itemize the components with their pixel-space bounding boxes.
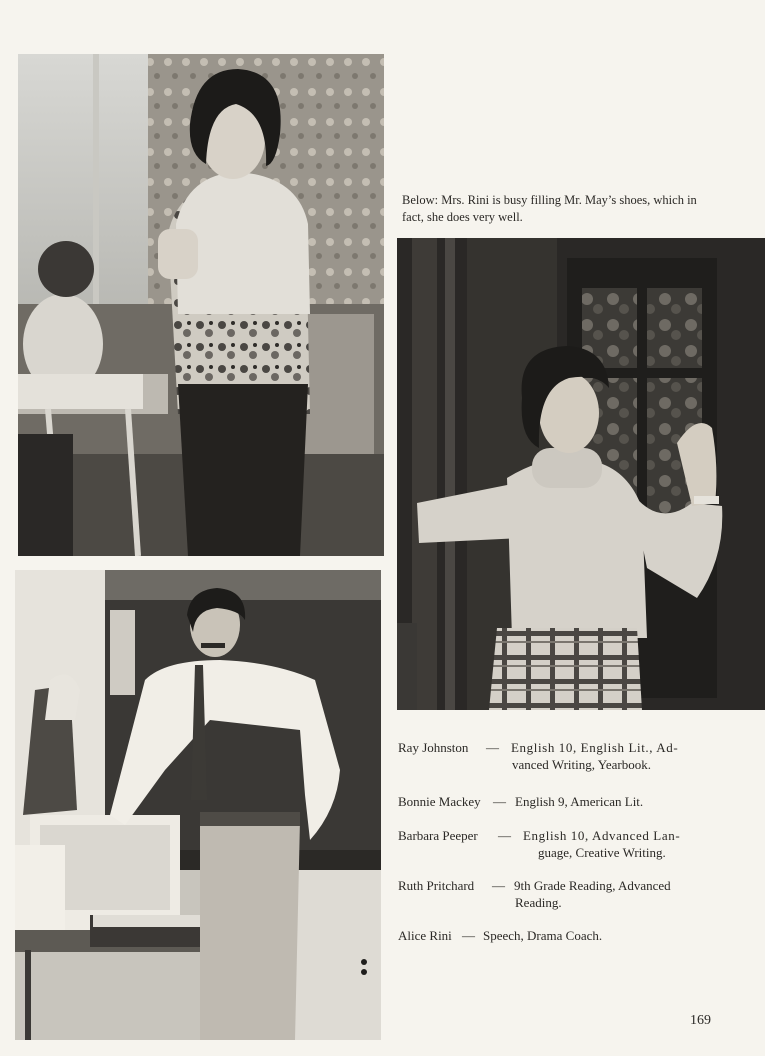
staff-name: Alice Rini	[398, 928, 452, 943]
staff-subjects-line-1: English 10, Advanced Lan-	[523, 828, 681, 843]
caption-line-1: Below: Mrs. Rini is busy filling Mr. May’s shoes, which in	[402, 193, 697, 207]
staff-subjects-line-1: 9th Grade Reading, Advanced	[514, 878, 671, 893]
staff-dash: —	[493, 794, 506, 809]
staff-name: Barbara Peeper	[398, 828, 478, 843]
photo-teacher-by-window	[18, 54, 384, 556]
staff-dash: —	[492, 878, 505, 893]
staff-subjects-line-2: Reading.	[515, 895, 562, 910]
staff-dash: —	[462, 928, 475, 943]
photo-caption	[402, 192, 742, 226]
photo-teacher-at-chalkboard	[15, 570, 381, 1040]
staff-subjects-line-1: English 10, English Lit., Ad-	[511, 740, 679, 755]
page-number: 169	[690, 1013, 711, 1028]
caption-line-2: fact, she does very well.	[402, 210, 523, 224]
staff-subjects-line-1: Speech, Drama Coach.	[483, 928, 603, 943]
staff-subjects-line-1: English 9, American Lit.	[515, 794, 644, 809]
photo-mrs-rini	[397, 238, 765, 710]
staff-dash: —	[486, 740, 499, 755]
staff-subjects-line-2: guage, Creative Writing.	[538, 845, 666, 860]
staff-subjects-line-2: vanced Writing, Yearbook.	[512, 757, 651, 772]
staff-name: Ray Johnston	[398, 740, 469, 755]
staff-name: Ruth Pritchard	[398, 878, 475, 893]
staff-dash: —	[498, 828, 511, 843]
staff-name: Bonnie Mackey	[398, 794, 481, 809]
